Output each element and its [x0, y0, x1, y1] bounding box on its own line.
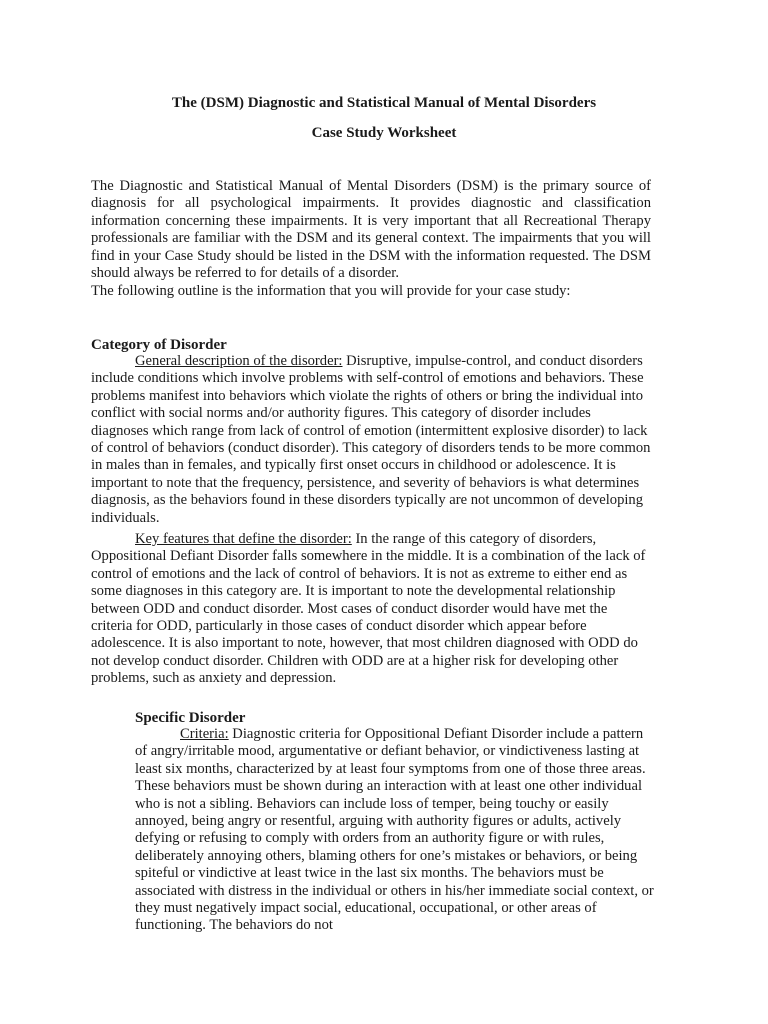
- document-title: The (DSM) Diagnostic and Statistical Manual of Mental Disorders: [171, 95, 597, 111]
- general-description-text: Disruptive, impulse-control, and conduct disorders include conditions which involve problems with self-control of emotions and behaviors. These problems manifest into behaviors which violate the rights of others or bring the individual into conflict with social norms and/or authority figures. This category of disorder includes diagnoses which range from lack of control of emotion (intermittent explosive disorder) to lack of control of behaviors (conduct disorder). This category of disorders tends to be more common in males than in females, and typically first onset occurs in childhood or adolescence. It is important to note that the frequency, persistence, and severity of behaviors is what determines diagnosis, as the behaviors found in these disorders typically are not uncommon of developing individuals.: [91, 353, 651, 526]
- key-features-text: In the range of this category of disorders, Oppositional Defiant Disorder falls somewhere in the middle. It is a combination of the lack of control of emotions and the lack of control of behaviors. It is not as extreme to either end as some diagnoses in this category are. It is important to note the developmental relationship between ODD and conduct disorder. Most cases of conduct disorder would have met the criteria for ODD, particularly in those cases of conduct disorder which appear before adolescence. It is also important to note, however, that most children diagnosed with ODD do not develop conduct disorder. Children with ODD are at a higher risk for developing other problems, such as anxiety and depression.: [91, 531, 646, 687]
- outline-line: The following outline is the information that you will provide for your case study:: [91, 283, 571, 299]
- category-heading: Category of Disorder: [91, 337, 227, 353]
- document-subtitle: Case Study Worksheet: [311, 125, 457, 141]
- key-features-label: Key features that define the disorder:: [135, 531, 352, 547]
- general-description-paragraph: [91, 353, 651, 527]
- general-description-label: General description of the disorder:: [135, 353, 343, 369]
- criteria-text: Diagnostic criteria for Oppositional Defiant Disorder include a pattern of angry/irritable mood, argumentative or defiant behavior, or vindictiveness lasting at least six months, characterized by at least four symptoms from one of those three areas. These behaviors must be shown during an interaction with at least one other individual who is not a sibling. Behaviors can include loss of temper, being touchy or easily annoyed, being angry or resentful, arguing with authority figures or adults, actively defying or refusing to comply with orders from an authority figure or with rules, deliberately annoying others, blaming others for one’s mistakes or behaviors, or being spiteful or vindictive at least twice in the last six months. The behaviors must be associated with distress in the individual or others in his/her immediate social context, or they must negatively impact social, educational, occupational, or other areas of functioning. The behaviors do not: [135, 726, 654, 934]
- criteria-label: Criteria:: [180, 726, 229, 742]
- specific-disorder-heading: Specific Disorder: [135, 710, 246, 726]
- key-features-paragraph: [91, 531, 651, 688]
- intro-paragraph: The Diagnostic and Statistical Manual of Mental Disorders (DSM) is the primary source of diagnosis for all psychological impairments. It provides diagnostic and classification information concerning these impairments. It is very important that all Recreational Therapy professionals are familiar with the DSM and its general context. The impairments that you will find in your Case Study should be listed in the DSM with the information requested. The DSM should always be referred to for details of a disorder.: [91, 178, 651, 282]
- criteria-paragraph: [135, 726, 657, 935]
